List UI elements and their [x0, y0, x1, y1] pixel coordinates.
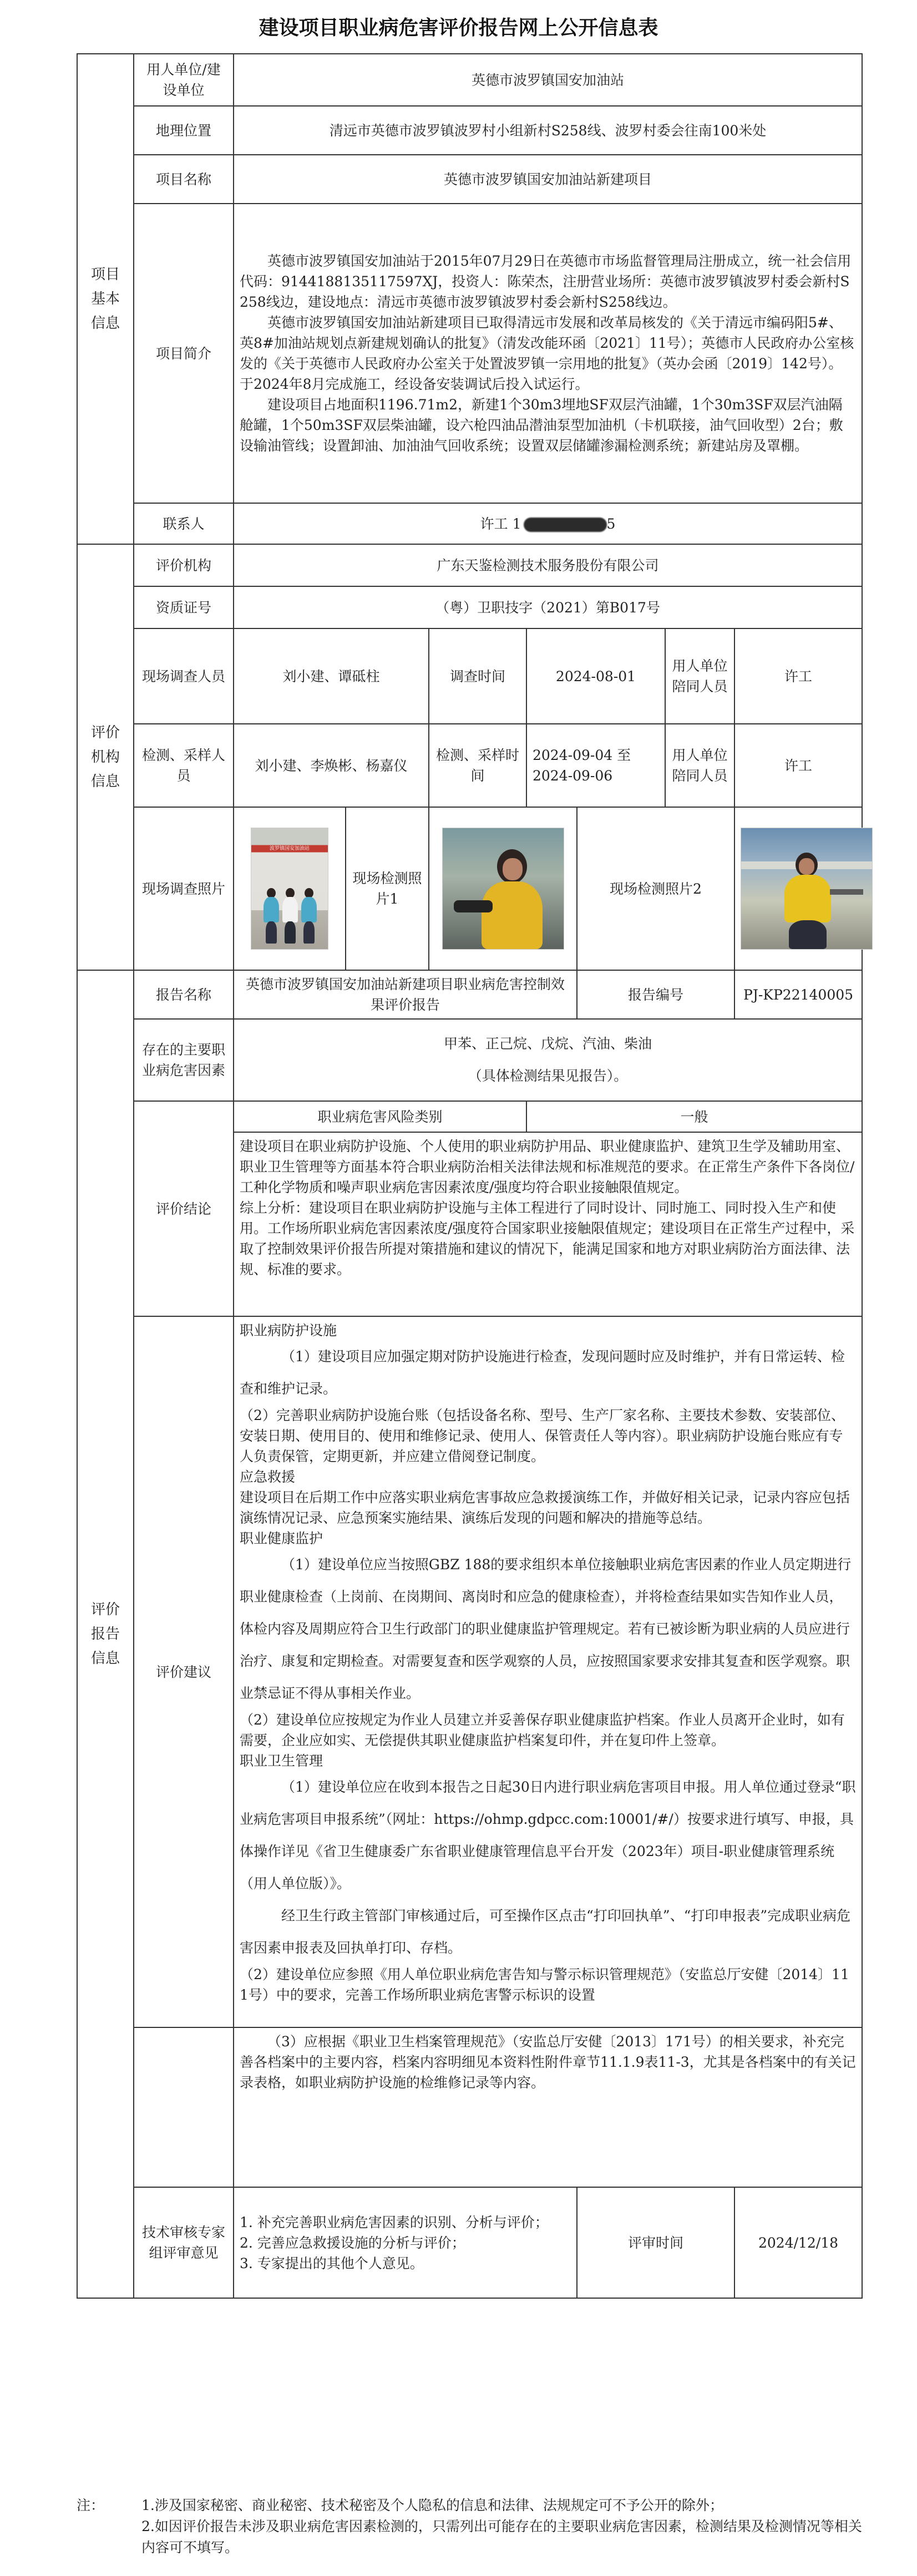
section-report: 评价报告信息 [77, 970, 134, 2298]
contact-value: 许工 1 [480, 515, 521, 532]
sampling-escort: 许工 [734, 724, 862, 807]
advice-text-cont: （3）应根据《职业卫生档案管理规范》（安监总厅安健〔2013〕171号）的相关要求，补充完善各档案中的主要内容，档案内容明细见本资料性附件章节11.1.9表11-3，尤其是各档案中的有关记录表格，如职业病防护设施的检维修记录等内容。 [234, 2027, 862, 2187]
detection-photo-1 [442, 828, 564, 950]
hazard-cell [234, 1019, 862, 1101]
cert-value: （粤）卫职技字（2021）第B017号 [234, 586, 862, 628]
contact-label: 联系人 [134, 503, 234, 544]
note-1: 1.涉及国家秘密、商业秘密、技术秘密及个人隐私的信息和法律、法规规定可不予公开的除外； [141, 2497, 723, 2513]
detection-photo-2 [741, 828, 873, 950]
photo-survey-label: 现场调查照片 [134, 807, 234, 970]
name-label: 项目名称 [134, 155, 234, 204]
unit-value: 英德市波罗镇国安加油站 [234, 54, 862, 106]
report-label: 报告名称 [134, 970, 234, 1019]
contact-cell: 许工 1 5 [234, 503, 862, 544]
intro-text [234, 204, 862, 503]
hazard-note: （具体检测结果见报告）。 [468, 1068, 628, 1084]
sampling-time: 2024-09-04 至 2024-09-06 [526, 724, 665, 807]
location-label: 地理位置 [134, 106, 234, 155]
survey-label: 现场调查人员 [134, 628, 234, 724]
cert-label: 资质证号 [134, 586, 234, 628]
report-value: 英德市波罗镇国安加油站新建项目职业病危害控制效果评价报告 [234, 970, 577, 1019]
review-text: 1. 补充完善职业病危害因素的识别、分析与评价； 2. 完善应急救援设施的分析与评价； 3. 专家提出的其他个人意见。 [234, 2187, 577, 2298]
location-value: 清远市英德市波罗镇波罗村小组新村S258线、波罗村委会往南100米处 [234, 106, 862, 155]
photo1-cell [429, 807, 577, 970]
sampling-people: 刘小建、李焕彬、杨嘉仪 [234, 724, 429, 807]
hazard-label: 存在的主要职业病危害因素 [134, 1019, 234, 1101]
intro-p1: 英德市波罗镇国安加油站于2015年07月29日在英德市市场监督管理局注册成立，统一社会信用代码：914418813511​7597XJ，投资人：陈荣杰，注册营业场所：英德市波罗镇波罗村委会新村S258线边，建设地点：清远市英德市波罗镇波罗村委会新村S258线边。 [240, 253, 852, 310]
note-2: 2.如因评价报告未涉及职业病危害因素检测的，只需列出可能存在的主要职业病危害因素，检测结果及检测情况等相关内容可不填写。 [141, 2518, 862, 2555]
risk-label: 职业病危害风险类别 [234, 1101, 526, 1132]
conclusion-p2: 综上分析：建设项目在职业病防护设施与主体工程进行了同时设计、同时施工、同时投入生产和使用。工作场所职业病危害因素浓度/强度符合国家职业接触限值规定；建设项目在正常生产过程中，采取了控制效果评价报告所提对策措施和建议的情况下，能满足国家和地方对职业病防治方面法律、法规、标准的要求。 [240, 1200, 855, 1277]
notes-label: 注： [77, 2497, 105, 2513]
conclusion-text [234, 1132, 862, 1316]
hazard-value: 甲苯、正己烷、戊烷、汽油、柴油 [444, 1036, 652, 1052]
sampling-label: 检测、采样人员 [134, 724, 234, 807]
review-time-label: 评审时间 [577, 2187, 734, 2298]
survey-time: 2024-08-01 [526, 628, 665, 724]
redaction-mark [524, 518, 607, 532]
intro-p2: 英德市波罗镇国安加油站新建项目已取得清远市发展和改革局核发的《关于清远市编码阳5#、英8#加油站规划点新建规划确认的批复》（清发改能环函〔2021〕11号）；英德市人民政府办公室核发的《关于英德市人民政府办公室关于处置波罗镇一宗用地的批复》（英办会函〔2019〕142号）。于2024年8月完成施工，经设备安装调试后投入试运行。 [240, 315, 854, 392]
survey-time-label: 调查时间 [429, 628, 526, 724]
intro-p3: 建设项目占地面积1196.71m2，新建1个30m3埋地SF双层汽油罐，1个30m3SF双层汽油隔舱罐，1个50m3SF双层柴油罐，设六枪四油品潜油泵型加油机（卡机联接，油气回收型）2台；敷设输油管线；设置卸油、加油油气回收系统；设置双层储罐渗漏检测系统；新建站房及罩棚。 [240, 397, 843, 454]
survey-escort-label: 用人单位陪同人员 [665, 628, 734, 724]
agency-value: 广东天鉴检测技术服务股份有限公司 [234, 544, 862, 586]
review-time: 2024/12/18 [734, 2187, 862, 2298]
section-org: 评价机构信息 [77, 544, 134, 970]
page-title: 建设项目职业病危害评价报告网上公开信息表 [259, 17, 658, 39]
advice-text: 职业病防护设施 （1）建设项目应加强定期对防护设施进行检查，发现问题时应及时维护，并有日常运转、检查和维护记录。 （2）完善职业病防护设施台账（包括设备名称、型号、生产厂家名称、主要技术参数、安装部位、安装日期、使用目的、使用和维修记录、使用人、保管责任人等内容）。职业病防护设施台账应有专人负责保管，定期更新，并应建立借阅登记制度。 应急救援 建设项目在后期工作中应落实职业病危害事故应急救援演练工作，并做好相关记录，记录内容应包括演练情况记录、应急预案实施结果、演练后发现的问题和解决的措施等总结。 职业健康监护 （1）建设单位应当按照GBZ 188的要求组织本单位接触职业病危害因素的作业人员定期进行职业健康检查（上岗前、在岗期间、离岗时和应急的健康检查），并将检查结果如实告知作业人员，体检内容及周期应符合卫生行政部门的职业健康监护管理规定。若有已被诊断为职业病的人员应进行治疗、康复和定期检查。对需要复查和医学观察的人员，应按照国家要求安排其复查和医学观察。职业禁忌证不得从事相关作业。 （2）建设单位应按规定为作业人员建立并妥善保存职业健康监护档案。作业人员离开企业时，如有需要，企业应如实、无偿提供其职业健康监护档案复印件，并在复印件上签章。 职业卫生管理 （1）建设单位应在收到本报告之日起30日内进行职业病危害项目申报。用人单位通过登录“职业病危害项目申报系统”（网址：https://ohmp.gdpcc.com:10001/#/）按要求进行填写、申报，具体操作详见《省卫生健康委广东省职业健康管理信息平台开发（2023年）项目-职业健康管理系统（用人单位版）》。 经卫生行政主管部门审核通过后，可至操作区点击“打印回执单”、“打印申报表”完成职业病危害因素申报表及回执单打印、存档。 （2）建设单位应参照《用人单位职业病危害告知与警示标识管理规范》（安监总厅安健〔2014〕111号）中的要求，完善工作场所职业病危害警示标识的设置 [234, 1316, 862, 2027]
report-no-label: 报告编号 [577, 970, 734, 1019]
intro-label: 项目简介 [134, 204, 234, 503]
info-table [77, 53, 863, 2299]
section-basic: 项目基本信息 [77, 54, 134, 544]
advice-label: 评价建议 [134, 1316, 234, 2027]
advice-continued-spacer [134, 2027, 234, 2187]
photo2-label: 现场检测照片2 [577, 807, 734, 970]
unit-label: 用人单位/建设单位 [134, 54, 234, 106]
survey-people: 刘小建、谭砥柱 [234, 628, 429, 724]
review-label: 技术审核专家组评审意见 [134, 2187, 234, 2298]
survey-escort: 许工 [734, 628, 862, 724]
notes-text [141, 2495, 863, 2558]
risk-value: 一般 [526, 1101, 862, 1132]
photo2-cell [734, 807, 862, 970]
agency-label: 评价机构 [134, 544, 234, 586]
photo1-label: 现场检测照片1 [346, 807, 429, 970]
photo-survey-cell [234, 807, 346, 970]
conclusion-label: 评价结论 [134, 1101, 234, 1316]
survey-photo: 波罗镇国安加油站 [251, 828, 328, 950]
conclusion-p1: 建设项目在职业病防护设施、个人使用的职业病防护用品、职业健康监护、建筑卫生学及辅助用室、职业卫生管理等方面基本符合职业病防治相关法律法规和标准规范的要求。在正常生产条件下各岗位/工种化学物质和噪声职业病危害因素浓度/强度均符合职业接触限值规定。 [240, 1138, 855, 1195]
sampling-escort-label: 用人单位陪同人员 [665, 724, 734, 807]
report-no: PJ-KP22140005 [734, 970, 862, 1019]
sampling-time-label: 检测、采样时间 [429, 724, 526, 807]
name-value: 英德市波罗镇国安加油站新建项目 [234, 155, 862, 204]
